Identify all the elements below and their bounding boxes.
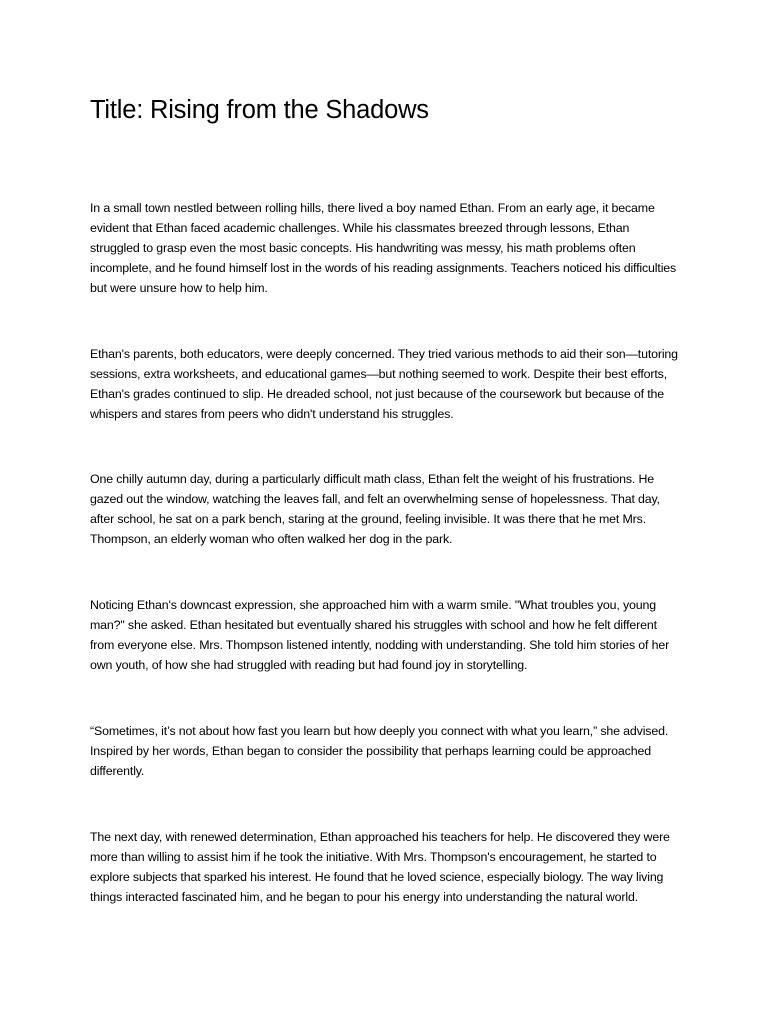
document-title: Title: Rising from the Shadows xyxy=(90,96,429,124)
paragraph-3: One chilly autumn day, during a particularly difficult math class, Ethan felt the weight of his frustrations. He gazed out the window, watching the leaves fall, and felt an overwhelming sense of hopelessness. That day, after school, he sat on a park bench, staring at the ground, feeling invisible. It was there that he met Mrs. Thompson, an elderly woman who often walked her dog in the park. xyxy=(90,472,660,546)
paragraph-1: In a small town nestled between rolling hills, there lived a boy named Ethan. From an early age, it became evident that Ethan faced academic challenges. While his classmates breezed through lessons, Ethan struggled to grasp even the most basic concepts. His handwriting was messy, his math problems often incomplete, and he found himself lost in the words of his reading assignments. Teachers noticed his difficulties but were unsure how to help him. xyxy=(90,201,677,295)
paragraph-4: Noticing Ethan's downcast expression, she approached him with a warm smile. "What troubles you, young man?" she asked. Ethan hesitated but eventually shared his struggles with school and how he felt different from everyone else. Mrs. Thompson listened intently, nodding with understanding. She told him stories of her own youth, of how she had struggled with reading but had found joy in storytelling. xyxy=(90,598,670,672)
paragraph-6: The next day, with renewed determination, Ethan approached his teachers for help. He discovered they were more than willing to assist him if he took the initiative. With Mrs. Thompson's encouragement, he started to explore subjects that sparked his interest. He found that he loved science, especially biology. The way living things interacted fascinated him, and he began to pour his energy into understanding the natural world. xyxy=(90,830,670,904)
paragraph-2: Ethan's parents, both educators, were deeply concerned. They tried various methods to aid their son—tutoring sessions, extra worksheets, and educational games—but nothing seemed to work. Despite their best efforts, Ethan's grades continued to slip. He dreaded school, not just because of the coursework but because of the whispers and stares from peers who didn't understand his struggles. xyxy=(90,347,678,421)
paragraph-5: “Sometimes, it’s not about how fast you learn but how deeply you connect with what you learn,” she advised. Inspired by her words, Ethan began to consider the possibility that perhaps learning could be approached differently. xyxy=(90,724,669,778)
